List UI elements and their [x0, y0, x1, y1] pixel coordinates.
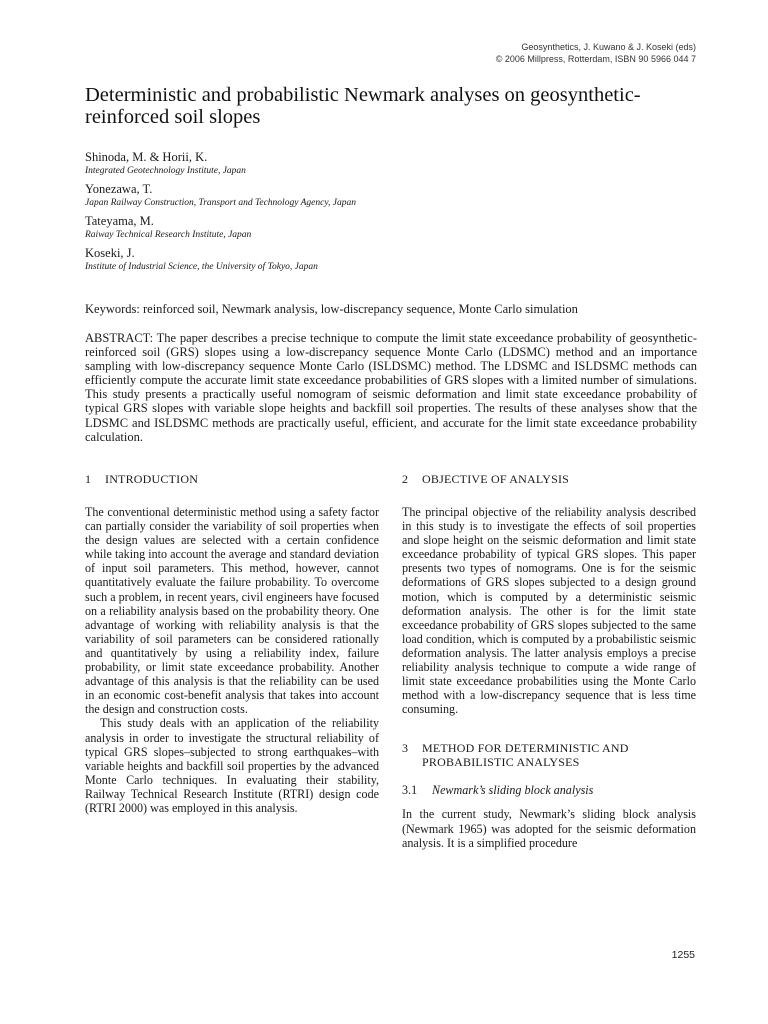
author-affiliation: Integrated Geotechnology Institute, Japan [85, 166, 246, 176]
author-entry [85, 246, 695, 273]
subsection-number: 3.1 [402, 783, 418, 798]
subsection-title: Newmark’s sliding block analysis [432, 783, 594, 798]
author-name: Tateyama, M. [85, 214, 154, 228]
page-number: 1255 [671, 949, 695, 961]
abstract: ABSTRACT: The paper describes a precise technique to compute the limit state exceedance probability of geosynthetic-reinforced soil (GRS) slopes using a low-discrepancy sequence Monte Carlo (LDSMC) method and an importance sampling with low-discrepancy sequence Monte Carlo (ISLDSMC) method. The LDSMC and ISLDSMC methods can efficiently compute the accurate limit state exceedance probabilities of GRS slopes with a limited number of simulations. This study presents a practically useful nomogram of seismic deformation and limit state exceedance probability of typical GRS slopes with variable slope heights and backfill soil properties. The results of these analyses show that the LDSMC and ISLDSMC methods are practically useful, efficient, and accurate for the limit state exceedance probability calculation. [85, 331, 697, 444]
left-column [85, 472, 379, 815]
section-title: INTRODUCTION [105, 472, 199, 486]
author-affiliation: Japan Railway Construction, Transport and Technology Agency, Japan [85, 198, 357, 208]
author-name: Koseki, J. [85, 246, 135, 260]
method-paragraph: In the current study, Newmark’s sliding block analysis (Newmark 1965) was adopted for the seismic deformation analysis. It is a simplified procedure [402, 807, 696, 850]
author-list [85, 150, 695, 278]
intro-paragraph-2: This study deals with an application of the reliability analysis in order to investigate the structural reliability of typical GRS slopes–subjected to strong earthquakes–with variable heights and backfill soil properties by the advanced Monte Carlo techniques. In evaluating their stability, Railway Technical Research Institute (RTRI) design code (RTRI 2000) was employed in this analysis. [85, 716, 379, 815]
section-heading-introduction [85, 472, 379, 486]
author-entry [85, 150, 695, 177]
right-column [402, 472, 696, 850]
header-editors: Geosynthetics, J. Kuwano & J. Koseki (eds) [521, 42, 696, 52]
author-entry [85, 214, 695, 241]
author-affiliation: Raiway Technical Research Institute, Japan [85, 230, 252, 240]
paper-title: Deterministic and probabilistic Newmark analyses on geosynthetic-reinforced soil slopes [85, 84, 641, 128]
objective-paragraph: The principal objective of the reliability analysis described in this study is to investigate the effects of soil properties and slope height on the seismic deformation and limit state exceedance probability of typical GRS slopes. This paper presents two types of nomograms. One is for the seismic deformations of GRS slopes subjected to a design ground motion, which is computed by a deterministic seismic deformation analysis. The other is for the limit state exceedance probability of GRS slopes subjected to the same load condition, which is computed by a probabilistic seismic deformation analysis. The latter analysis employs a precise reliability analysis technique to compute a wide range of limit state exceedance probabilities using the Monte Carlo method with a low-discrepancy sequence that is less time consuming. [402, 505, 696, 717]
section-number: 3 [402, 741, 409, 756]
section-number: 2 [402, 472, 409, 486]
section-title: OBJECTIVE OF ANALYSIS [422, 472, 570, 486]
author-name: Shinoda, M. & Horii, K. [85, 150, 208, 164]
section-spacer [402, 716, 696, 742]
author-entry [85, 182, 695, 209]
author-name: Yonezawa, T. [85, 182, 153, 196]
section-number: 1 [85, 472, 92, 486]
keywords: Keywords: reinforced soil, Newmark analysis, low-discrepancy sequence, Monte Carlo simulation [85, 302, 578, 316]
intro-paragraph-1: The conventional deterministic method using a safety factor can partially consider the variability of soil properties when the design values are selected with a certain confidence while taking into account the average and standard deviation of input soil parameters. This method, however, cannot quantitatively evaluate the failure probability. To overcome such a problem, in recent years, civil engineers have focused on a reliability analysis based on the probability theory. One advantage of working with reliability analysis is that the variability of soil parameters can be considered rationally and quantitatively by using a reliability index, failure probability, or limit state exceedance probability. Another advantage of this analysis is that the reliability can be used in an economic cost-benefit analysis that takes into account the design and construction costs. [85, 505, 379, 717]
publication-header [496, 41, 696, 65]
header-copyright: © 2006 Millpress, Rotterdam, ISBN 90 5966 044 7 [495, 54, 696, 64]
section-heading-method [402, 742, 696, 769]
section-heading-objective [402, 472, 696, 486]
author-affiliation: Institute of Industrial Science, the University of Tokyo, Japan [85, 262, 318, 272]
section-title: METHOD FOR DETERMINISTIC AND PROBABILISTIC ANALYSES [422, 741, 629, 769]
subsection-heading-newmark [402, 783, 696, 797]
